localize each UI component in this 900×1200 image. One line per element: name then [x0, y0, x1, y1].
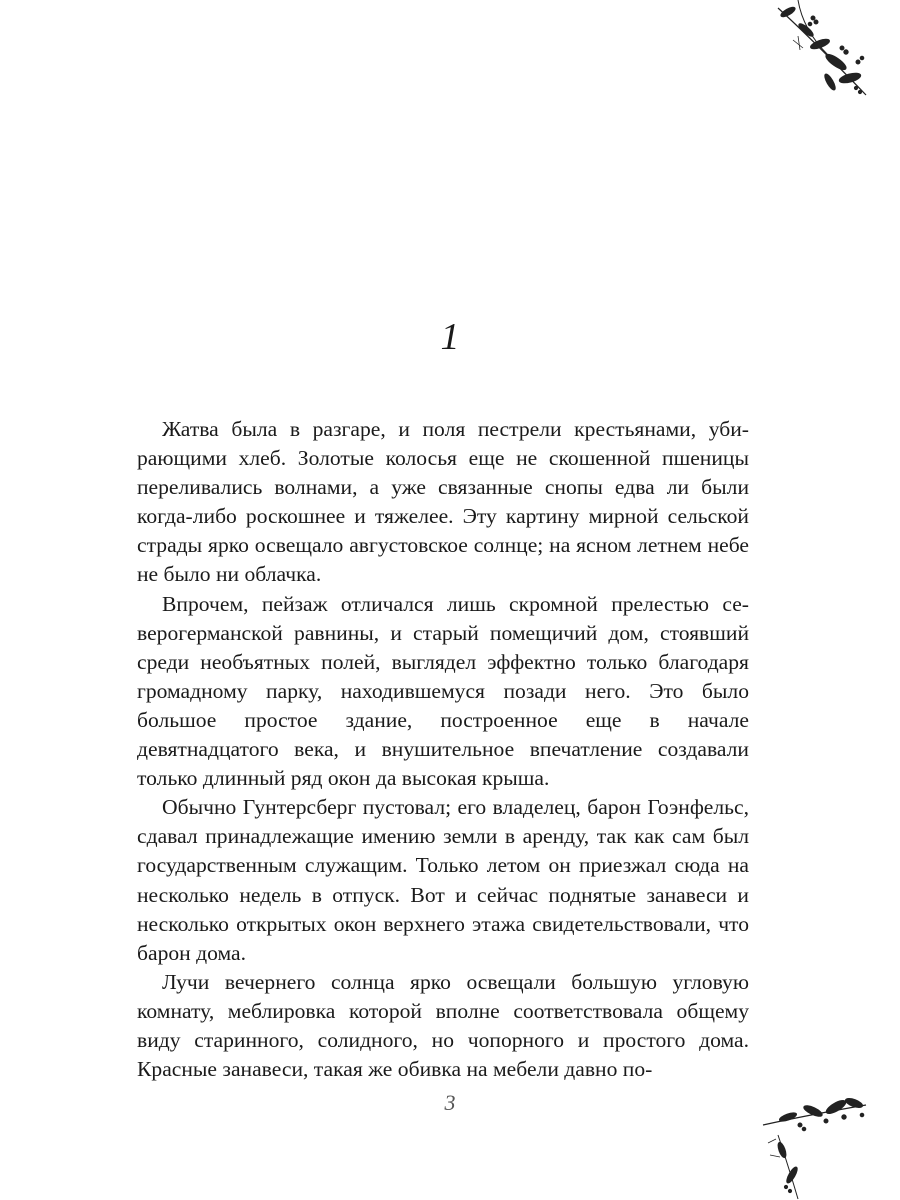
- paragraph: Жатва была в разгаре, и поля пестрели крестьянами, убирающими хлеб. Золотые колосья еще не скошенной пшеницы переливались волнами, а уже связанные снопы едва ли были когда-либо роскошнее и тяжелее. Эту картину мирной сельской страды ярко освещало августовское солнце; на ясном летнем небе не было ни облачка.: [137, 417, 749, 587]
- floral-ornament-bottom-icon: [758, 1095, 868, 1200]
- floral-ornament-top-icon: [758, 0, 868, 100]
- paragraph: Обычно Гунтерсберг пустовал; его владелец, барон Гоэнфельс, сдавал принадлежащие имению земли в аренду, так как сам был государственным служащим. Только летом он приезжал сюда на несколько недель в отпуск. Вот и сейчас поднятые занавеси и несколько открытых окон верхнего этажа свидетельствовали, что барон дома.: [137, 795, 749, 965]
- page-number: 3: [444, 1090, 456, 1115]
- paragraph: Впрочем, пейзаж отличался лишь скромной прелестью северогерманской равнины, и старый помещичий дом, стоявший среди необъятных полей, выглядел эффектно только благодаря громадному парку, находившемуся позади него. Это было большое простое здание, построенное еще в начале девятнадцатого века, и внушительное впечатление создавали только длинный ряд окон да высокая крыша.: [137, 591, 749, 791]
- paragraph: Лучи вечернего солнца ярко освещали большую угловую комнату, меблировка которой вполне соответствовала общему виду старинного, солидного, но чопорного и простого дома. Красные занавеси, такая же обивка на мебели давно по-: [137, 969, 749, 1082]
- chapter-body: [137, 415, 749, 1084]
- chapter-number: 1: [440, 316, 460, 358]
